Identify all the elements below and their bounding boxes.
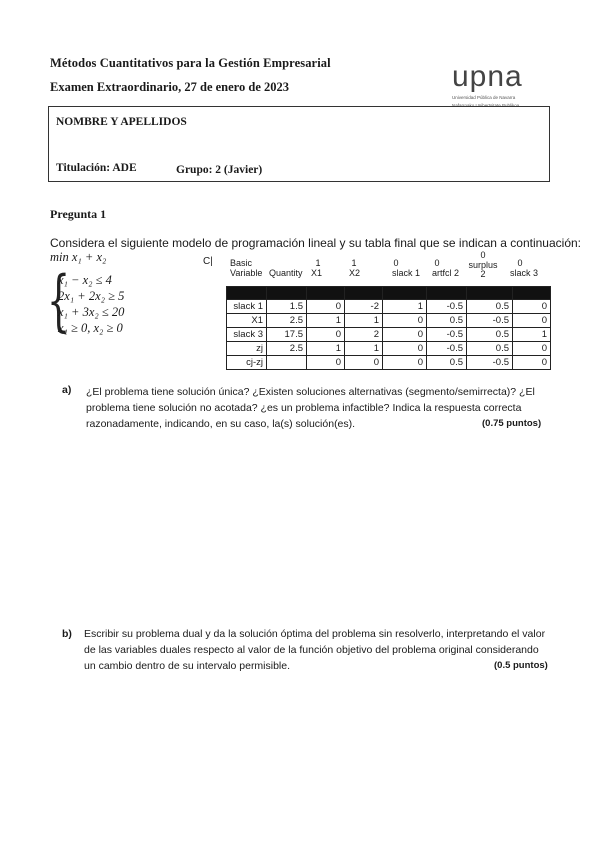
row-label: slack 3 [227,328,267,342]
row-label: cj-zj [227,356,267,370]
cell: 0 [345,356,383,370]
cell: 0 [513,356,551,370]
cell: 0.5 [467,342,513,356]
table-marker: C| [203,256,213,267]
cell: -0.5 [427,342,467,356]
constraint-4: x₁ ≥ 0, x₂ ≥ 0 [58,321,123,335]
logo-subtext-2: Nafarroako Unibertsitate Publikoa [452,103,520,108]
cell: 2 [345,328,383,342]
table-row [227,356,551,370]
cell: 17.5 [267,328,307,342]
objective-function: min x₁ + x₂ [50,250,107,264]
cell: 1.5 [267,300,307,314]
grupo-label: Grupo: 2 (Javier) [176,164,263,176]
header-x1: X1 [311,268,323,278]
part-a-letter: a) [62,384,72,396]
cell: 0 [307,300,345,314]
cell: -2 [345,300,383,314]
simplex-tableau [226,286,551,370]
header-x2: X2 [349,268,361,278]
tableau-black-header-row [227,287,551,300]
cell: 1 [345,342,383,356]
header-slack3: slack 3 [510,268,539,278]
constraint-brace: { [47,262,71,339]
part-b-letter: b) [62,628,72,640]
row-label: X1 [227,314,267,328]
part-b-points: (0.5 puntos) [494,660,548,671]
header-variable: Variable [230,268,263,278]
part-a-answer-space[interactable] [48,442,552,612]
part-b-text: Escribir su problema dual y da la solución óptima del problema sin resolverlo, interpretando el valor de las variables duales respecto al valor de la función objetivo del problema original considerando un cambio dentro de su intervalo permisible. [84,628,546,672]
cell: 0.5 [467,300,513,314]
cell: 1 [345,314,383,328]
course-title: Métodos Cuantitativos para la Gestión Empresarial [50,56,331,70]
cell: 2.5 [267,314,307,328]
cell: 1 [513,328,551,342]
constraint-list [58,272,124,336]
question-title: Pregunta 1 [50,207,107,221]
name-label: NOMBRE Y APELLIDOS [56,116,187,128]
cell: 0 [307,356,345,370]
header-artfcl2: artfcl 2 [432,268,460,278]
table-row [227,328,551,342]
cell: -0.5 [427,328,467,342]
part-a-points: (0.75 puntos) [482,418,542,429]
part-b-answer-space[interactable] [48,690,552,830]
row-label: slack 1 [227,300,267,314]
constraint-3: x₁ + 3x₂ ≤ 20 [58,305,125,319]
cell: -0.5 [427,300,467,314]
cell: 0 [513,300,551,314]
part-a-text: ¿El problema tiene solución única? ¿Existen soluciones alternativas (segmento/semirrecta)? ¿El problema tiene solución no acotada? ¿es un problema infactible? Indica la respuesta correcta razonadamente, indicando, en su caso, la(s) solución(es). [86,386,535,430]
cell: 2.5 [267,342,307,356]
cell: 1 [383,300,427,314]
cell: 0 [383,342,427,356]
logo-wordmark: upna [452,60,523,93]
titulacion-label: Titulación: ADE [56,162,137,174]
table-row [227,300,551,314]
cell [267,356,307,370]
coef-artfcl2: 0 [434,258,440,268]
table-row [227,342,551,356]
cell: 0 [307,328,345,342]
cell: 1 [307,342,345,356]
header-slack1: slack 1 [392,268,421,278]
cell: -0.5 [467,356,513,370]
constraint-2: 2x₁ + 2x₂ ≥ 5 [58,289,125,303]
row-label: zj [227,342,267,356]
cell: 0 [383,328,427,342]
cell: 0.5 [427,314,467,328]
cell: 0 [383,356,427,370]
coef-slack3: 0 [517,258,523,268]
cell: 0 [513,342,551,356]
coef-surplus2: 0 [480,250,486,260]
cell: 1 [307,314,345,328]
logo-subtext-1: Universidad Pública de Navarra [452,95,516,100]
constraint-1: x₁ − x₂ ≤ 4 [58,273,112,287]
coef-x2: 1 [351,258,357,268]
header-surplus2: surplus 2 [468,260,498,279]
cell: 0 [383,314,427,328]
table-row [227,314,551,328]
cell: 0.5 [467,328,513,342]
coef-slack1: 0 [393,258,399,268]
cell: 0.5 [427,356,467,370]
coef-x1: 1 [315,258,321,268]
exam-title: Examen Extraordinario, 27 de enero de 2023 [50,80,289,94]
header-basic: Basic [230,258,253,268]
header-quantity: Quantity [269,268,303,278]
university-logo [452,62,552,108]
question-intro: Considera el siguiente modelo de programación lineal y su tabla final que se indican a continuación: [50,236,581,250]
cell: -0.5 [467,314,513,328]
cell: 0 [513,314,551,328]
